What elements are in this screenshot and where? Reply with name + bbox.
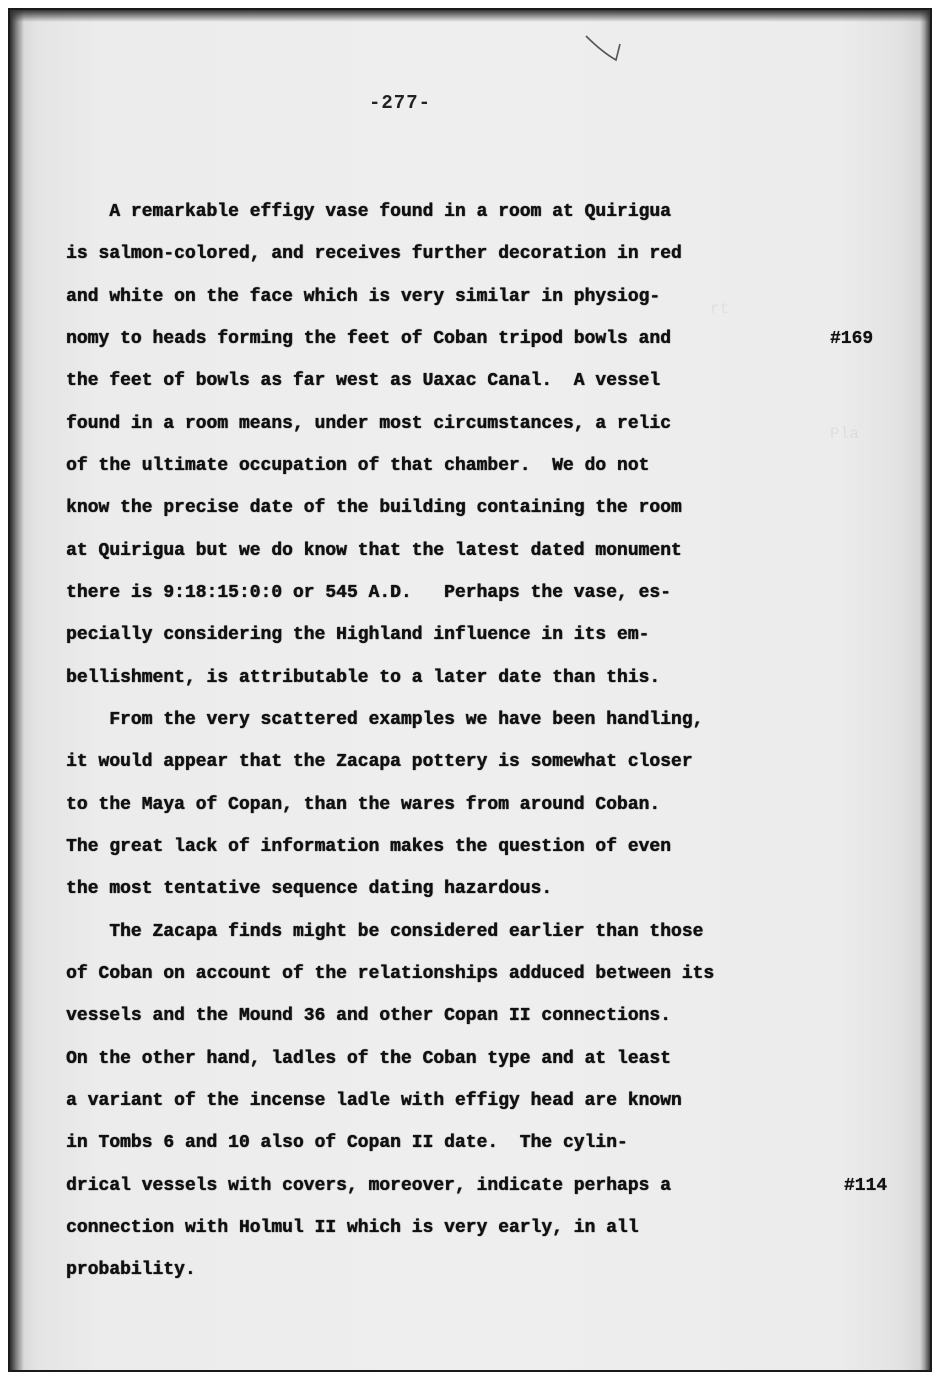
text-line: nomy to heads forming the feet of Coban tripod bowls and [66,329,671,349]
text-line: found in a room means, under most circumstances, a relic [66,414,671,434]
text-line: bellishment, is attributable to a later date than this. [66,668,661,688]
margin-reference: #114 [844,1176,888,1196]
text-line: the most tentative sequence dating hazardous. [66,879,553,899]
text-line: connection with Holmul II which is very early, in all [66,1218,639,1238]
text-line: the feet of bowls as far west as Uaxac Canal. A vessel [66,371,661,391]
bleed-through-text: rt [710,300,730,318]
text-line: is salmon-colored, and receives further decoration in red [66,244,682,264]
pencil-mark-icon [582,30,632,70]
text-line: at Quirigua but we do know that the latest dated monument [66,541,682,561]
bleed-through-text: Pla [830,425,859,443]
text-line: The Zacapa finds might be considered earlier than those [66,922,704,942]
text-line: From the very scattered examples we have been handling, [66,710,704,730]
text-line: of Coban on account of the relationships adduced between its [66,964,715,984]
text-line: pecially considering the Highland influence in its em- [66,625,650,645]
text-line: a variant of the incense ladle with effigy head are known [66,1091,682,1111]
text-line: there is 9:18:15:0:0 or 545 A.D. Perhaps the vase, es- [66,583,671,603]
page-left-shadow [10,10,24,1370]
text-line: of the ultimate occupation of that chamber. We do not [66,456,650,476]
text-line: drical vessels with covers, moreover, indicate perhaps a [66,1176,671,1196]
text-line: in Tombs 6 and 10 also of Copan II date. The cylin- [66,1133,628,1153]
text-line: probability. [66,1260,196,1280]
text-line: vessels and the Mound 36 and other Copan II connections. [66,1006,671,1026]
text-line: The great lack of information makes the question of even [66,837,671,857]
page-number: -277- [368,92,431,114]
text-line: On the other hand, ladles of the Coban type and at least [66,1049,671,1069]
text-line: A remarkable effigy vase found in a room at Quirigua [66,202,671,222]
text-line: know the precise date of the building containing the room [66,498,682,518]
text-line: to the Maya of Copan, than the wares from around Coban. [66,795,661,815]
page-right-shadow [920,10,930,1370]
text-line: it would appear that the Zacapa pottery is somewhat closer [66,752,693,772]
text-line: and white on the face which is very similar in physiog- [66,287,661,307]
scanned-page [8,8,932,1372]
margin-reference: #169 [830,329,874,349]
page-top-shadow [10,10,930,22]
